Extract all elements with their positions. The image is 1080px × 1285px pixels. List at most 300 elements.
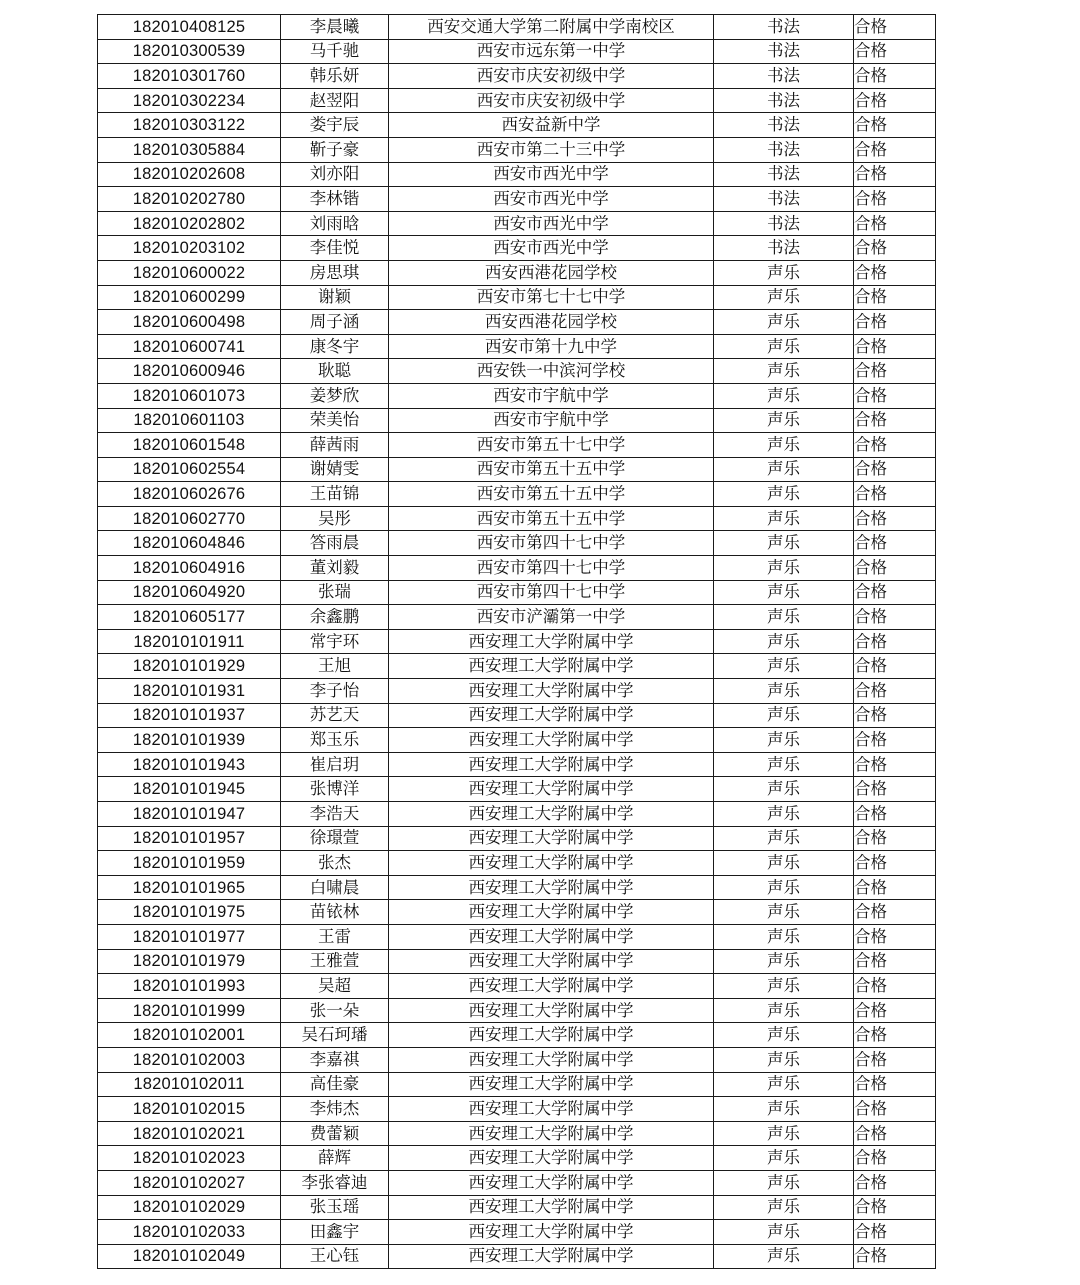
candidate-id-cell: 182010101911 bbox=[98, 629, 281, 654]
table-row bbox=[98, 383, 936, 408]
subject-cell: 声乐 bbox=[714, 1220, 854, 1245]
student-name-cell: 王心钰 bbox=[281, 1244, 389, 1269]
result-cell: 合格 bbox=[854, 924, 936, 949]
school-cell: 西安西港花园学校 bbox=[389, 310, 714, 335]
result-cell: 合格 bbox=[854, 1121, 936, 1146]
student-name-cell: 姜梦欣 bbox=[281, 383, 389, 408]
school-cell: 西安市第五十五中学 bbox=[389, 506, 714, 531]
table-row bbox=[98, 482, 936, 507]
student-name-cell: 徐璟萱 bbox=[281, 826, 389, 851]
result-cell: 合格 bbox=[854, 679, 936, 704]
subject-cell: 书法 bbox=[714, 113, 854, 138]
school-cell: 西安市浐灞第一中学 bbox=[389, 605, 714, 630]
subject-cell: 书法 bbox=[714, 162, 854, 187]
student-name-cell: 李张睿迪 bbox=[281, 1170, 389, 1195]
subject-cell: 声乐 bbox=[714, 580, 854, 605]
table-row bbox=[98, 162, 936, 187]
result-cell: 合格 bbox=[854, 752, 936, 777]
subject-cell: 声乐 bbox=[714, 1047, 854, 1072]
candidate-id-cell: 182010604916 bbox=[98, 556, 281, 581]
candidate-id-cell: 182010601103 bbox=[98, 408, 281, 433]
subject-cell: 声乐 bbox=[714, 875, 854, 900]
candidate-id-cell: 182010600498 bbox=[98, 310, 281, 335]
student-name-cell: 王苗锦 bbox=[281, 482, 389, 507]
result-cell: 合格 bbox=[854, 506, 936, 531]
table-row bbox=[98, 777, 936, 802]
subject-cell: 声乐 bbox=[714, 1170, 854, 1195]
candidate-id-cell: 182010101947 bbox=[98, 802, 281, 827]
school-cell: 西安理工大学附属中学 bbox=[389, 629, 714, 654]
school-cell: 西安理工大学附属中学 bbox=[389, 802, 714, 827]
school-cell: 西安市宇航中学 bbox=[389, 383, 714, 408]
subject-cell: 声乐 bbox=[714, 408, 854, 433]
table-row bbox=[98, 1097, 936, 1122]
result-cell: 合格 bbox=[854, 974, 936, 999]
subject-cell: 声乐 bbox=[714, 531, 854, 556]
student-name-cell: 谢婧雯 bbox=[281, 457, 389, 482]
result-cell: 合格 bbox=[854, 39, 936, 64]
school-cell: 西安市远东第一中学 bbox=[389, 39, 714, 64]
student-name-cell: 王雅萱 bbox=[281, 949, 389, 974]
subject-cell: 声乐 bbox=[714, 851, 854, 876]
student-name-cell: 薛辉 bbox=[281, 1146, 389, 1171]
school-cell: 西安理工大学附属中学 bbox=[389, 777, 714, 802]
student-name-cell: 马千驰 bbox=[281, 39, 389, 64]
candidate-id-cell: 182010101943 bbox=[98, 752, 281, 777]
subject-cell: 声乐 bbox=[714, 334, 854, 359]
subject-cell: 声乐 bbox=[714, 924, 854, 949]
subject-cell: 声乐 bbox=[714, 556, 854, 581]
student-name-cell: 李子怡 bbox=[281, 679, 389, 704]
table-row bbox=[98, 1121, 936, 1146]
table-row bbox=[98, 113, 936, 138]
candidate-id-cell: 182010408125 bbox=[98, 15, 281, 40]
result-cell: 合格 bbox=[854, 1146, 936, 1171]
student-name-cell: 崔启玥 bbox=[281, 752, 389, 777]
subject-cell: 书法 bbox=[714, 236, 854, 261]
result-cell: 合格 bbox=[854, 802, 936, 827]
table-row bbox=[98, 605, 936, 630]
table-row bbox=[98, 728, 936, 753]
table-row bbox=[98, 506, 936, 531]
subject-cell: 声乐 bbox=[714, 629, 854, 654]
subject-cell: 声乐 bbox=[714, 359, 854, 384]
result-cell: 合格 bbox=[854, 408, 936, 433]
candidate-id-cell: 182010102023 bbox=[98, 1146, 281, 1171]
subject-cell: 声乐 bbox=[714, 1097, 854, 1122]
student-name-cell: 李炜杰 bbox=[281, 1097, 389, 1122]
student-name-cell: 田鑫宇 bbox=[281, 1220, 389, 1245]
result-cell: 合格 bbox=[854, 162, 936, 187]
table-row bbox=[98, 88, 936, 113]
subject-cell: 声乐 bbox=[714, 752, 854, 777]
student-name-cell: 常宇环 bbox=[281, 629, 389, 654]
student-name-cell: 耿聪 bbox=[281, 359, 389, 384]
subject-cell: 声乐 bbox=[714, 998, 854, 1023]
subject-cell: 声乐 bbox=[714, 802, 854, 827]
result-cell: 合格 bbox=[854, 1170, 936, 1195]
student-name-cell: 房思琪 bbox=[281, 260, 389, 285]
result-cell: 合格 bbox=[854, 457, 936, 482]
candidate-id-cell: 182010102011 bbox=[98, 1072, 281, 1097]
subject-cell: 书法 bbox=[714, 64, 854, 89]
candidate-id-cell: 182010101959 bbox=[98, 851, 281, 876]
school-cell: 西安理工大学附属中学 bbox=[389, 1220, 714, 1245]
table-row bbox=[98, 1146, 936, 1171]
student-name-cell: 李浩天 bbox=[281, 802, 389, 827]
school-cell: 西安理工大学附属中学 bbox=[389, 1047, 714, 1072]
table-row bbox=[98, 1072, 936, 1097]
candidate-id-cell: 182010604846 bbox=[98, 531, 281, 556]
candidate-id-cell: 182010101965 bbox=[98, 875, 281, 900]
result-cell: 合格 bbox=[854, 998, 936, 1023]
student-name-cell: 李林锴 bbox=[281, 187, 389, 212]
table-row bbox=[98, 359, 936, 384]
student-name-cell: 康冬宇 bbox=[281, 334, 389, 359]
candidate-id-cell: 182010101939 bbox=[98, 728, 281, 753]
student-name-cell: 吴彤 bbox=[281, 506, 389, 531]
subject-cell: 声乐 bbox=[714, 433, 854, 458]
result-cell: 合格 bbox=[854, 64, 936, 89]
table-row bbox=[98, 1220, 936, 1245]
school-cell: 西安理工大学附属中学 bbox=[389, 900, 714, 925]
school-cell: 西安理工大学附属中学 bbox=[389, 1244, 714, 1269]
student-name-cell: 李佳悦 bbox=[281, 236, 389, 261]
result-cell: 合格 bbox=[854, 949, 936, 974]
subject-cell: 声乐 bbox=[714, 679, 854, 704]
subject-cell: 声乐 bbox=[714, 1244, 854, 1269]
student-name-cell: 张玉瑶 bbox=[281, 1195, 389, 1220]
student-name-cell: 李嘉祺 bbox=[281, 1047, 389, 1072]
school-cell: 西安理工大学附属中学 bbox=[389, 851, 714, 876]
school-cell: 西安理工大学附属中学 bbox=[389, 703, 714, 728]
subject-cell: 声乐 bbox=[714, 605, 854, 630]
candidate-id-cell: 182010602676 bbox=[98, 482, 281, 507]
candidate-id-cell: 182010101999 bbox=[98, 998, 281, 1023]
result-cell: 合格 bbox=[854, 728, 936, 753]
school-cell: 西安理工大学附属中学 bbox=[389, 1023, 714, 1048]
school-cell: 西安理工大学附属中学 bbox=[389, 728, 714, 753]
school-cell: 西安理工大学附属中学 bbox=[389, 1072, 714, 1097]
school-cell: 西安市第二十三中学 bbox=[389, 137, 714, 162]
subject-cell: 声乐 bbox=[714, 1023, 854, 1048]
student-name-cell: 刘亦阳 bbox=[281, 162, 389, 187]
candidate-id-cell: 182010600946 bbox=[98, 359, 281, 384]
table-row bbox=[98, 531, 936, 556]
subject-cell: 声乐 bbox=[714, 1072, 854, 1097]
student-name-cell: 周子涵 bbox=[281, 310, 389, 335]
student-name-cell: 张一朵 bbox=[281, 998, 389, 1023]
student-name-cell: 薛茜雨 bbox=[281, 433, 389, 458]
table-row bbox=[98, 703, 936, 728]
subject-cell: 书法 bbox=[714, 15, 854, 40]
subject-cell: 声乐 bbox=[714, 654, 854, 679]
results-sheet bbox=[97, 14, 935, 1269]
result-cell: 合格 bbox=[854, 310, 936, 335]
student-name-cell: 高佳豪 bbox=[281, 1072, 389, 1097]
candidate-id-cell: 182010102029 bbox=[98, 1195, 281, 1220]
student-name-cell: 谢颖 bbox=[281, 285, 389, 310]
table-row bbox=[98, 974, 936, 999]
candidate-id-cell: 182010101929 bbox=[98, 654, 281, 679]
candidate-id-cell: 182010101977 bbox=[98, 924, 281, 949]
table-row bbox=[98, 1244, 936, 1269]
school-cell: 西安市第五十五中学 bbox=[389, 482, 714, 507]
table-row bbox=[98, 334, 936, 359]
candidate-id-cell: 182010600299 bbox=[98, 285, 281, 310]
candidate-id-cell: 182010101945 bbox=[98, 777, 281, 802]
school-cell: 西安市第四十七中学 bbox=[389, 580, 714, 605]
table-row bbox=[98, 1195, 936, 1220]
school-cell: 西安理工大学附属中学 bbox=[389, 679, 714, 704]
subject-cell: 声乐 bbox=[714, 900, 854, 925]
candidate-id-cell: 182010605177 bbox=[98, 605, 281, 630]
student-name-cell: 娄宇辰 bbox=[281, 113, 389, 138]
student-name-cell: 吴石珂璠 bbox=[281, 1023, 389, 1048]
candidate-id-cell: 182010102049 bbox=[98, 1244, 281, 1269]
school-cell: 西安市第五十五中学 bbox=[389, 457, 714, 482]
table-row bbox=[98, 900, 936, 925]
table-row bbox=[98, 924, 936, 949]
school-cell: 西安理工大学附属中学 bbox=[389, 1170, 714, 1195]
table-row bbox=[98, 310, 936, 335]
result-cell: 合格 bbox=[854, 359, 936, 384]
table-row bbox=[98, 851, 936, 876]
school-cell: 西安市第五十七中学 bbox=[389, 433, 714, 458]
results-table bbox=[97, 14, 936, 1269]
table-row bbox=[98, 64, 936, 89]
result-cell: 合格 bbox=[854, 383, 936, 408]
student-name-cell: 李晨曦 bbox=[281, 15, 389, 40]
candidate-id-cell: 182010303122 bbox=[98, 113, 281, 138]
student-name-cell: 刘雨晗 bbox=[281, 211, 389, 236]
subject-cell: 声乐 bbox=[714, 1121, 854, 1146]
school-cell: 西安市庆安初级中学 bbox=[389, 88, 714, 113]
school-cell: 西安理工大学附属中学 bbox=[389, 974, 714, 999]
result-cell: 合格 bbox=[854, 580, 936, 605]
result-cell: 合格 bbox=[854, 703, 936, 728]
school-cell: 西安理工大学附属中学 bbox=[389, 998, 714, 1023]
subject-cell: 声乐 bbox=[714, 728, 854, 753]
candidate-id-cell: 182010305884 bbox=[98, 137, 281, 162]
result-cell: 合格 bbox=[854, 1047, 936, 1072]
student-name-cell: 吴超 bbox=[281, 974, 389, 999]
candidate-id-cell: 182010602554 bbox=[98, 457, 281, 482]
student-name-cell: 苗铱林 bbox=[281, 900, 389, 925]
subject-cell: 声乐 bbox=[714, 949, 854, 974]
student-name-cell: 苏艺天 bbox=[281, 703, 389, 728]
result-cell: 合格 bbox=[854, 88, 936, 113]
result-cell: 合格 bbox=[854, 482, 936, 507]
candidate-id-cell: 182010101937 bbox=[98, 703, 281, 728]
table-row bbox=[98, 802, 936, 827]
student-name-cell: 余鑫鹏 bbox=[281, 605, 389, 630]
candidate-id-cell: 182010101979 bbox=[98, 949, 281, 974]
school-cell: 西安理工大学附属中学 bbox=[389, 752, 714, 777]
candidate-id-cell: 182010101931 bbox=[98, 679, 281, 704]
subject-cell: 声乐 bbox=[714, 383, 854, 408]
result-cell: 合格 bbox=[854, 211, 936, 236]
table-row bbox=[98, 1170, 936, 1195]
result-cell: 合格 bbox=[854, 113, 936, 138]
subject-cell: 声乐 bbox=[714, 1146, 854, 1171]
subject-cell: 声乐 bbox=[714, 457, 854, 482]
candidate-id-cell: 182010101957 bbox=[98, 826, 281, 851]
student-name-cell: 董刘毅 bbox=[281, 556, 389, 581]
table-row bbox=[98, 998, 936, 1023]
result-cell: 合格 bbox=[854, 531, 936, 556]
result-cell: 合格 bbox=[854, 851, 936, 876]
school-cell: 西安理工大学附属中学 bbox=[389, 826, 714, 851]
result-cell: 合格 bbox=[854, 260, 936, 285]
table-row bbox=[98, 260, 936, 285]
school-cell: 西安理工大学附属中学 bbox=[389, 875, 714, 900]
school-cell: 西安铁一中滨河学校 bbox=[389, 359, 714, 384]
candidate-id-cell: 182010600022 bbox=[98, 260, 281, 285]
table-row bbox=[98, 556, 936, 581]
subject-cell: 声乐 bbox=[714, 703, 854, 728]
school-cell: 西安市第七十七中学 bbox=[389, 285, 714, 310]
candidate-id-cell: 182010102027 bbox=[98, 1170, 281, 1195]
candidate-id-cell: 182010601548 bbox=[98, 433, 281, 458]
candidate-id-cell: 182010101975 bbox=[98, 900, 281, 925]
result-cell: 合格 bbox=[854, 1195, 936, 1220]
result-cell: 合格 bbox=[854, 777, 936, 802]
result-cell: 合格 bbox=[854, 556, 936, 581]
school-cell: 西安理工大学附属中学 bbox=[389, 1146, 714, 1171]
school-cell: 西安理工大学附属中学 bbox=[389, 1097, 714, 1122]
student-name-cell: 韩乐妍 bbox=[281, 64, 389, 89]
subject-cell: 书法 bbox=[714, 39, 854, 64]
candidate-id-cell: 182010202802 bbox=[98, 211, 281, 236]
result-cell: 合格 bbox=[854, 433, 936, 458]
result-cell: 合格 bbox=[854, 236, 936, 261]
result-cell: 合格 bbox=[854, 1072, 936, 1097]
table-row bbox=[98, 39, 936, 64]
table-row bbox=[98, 679, 936, 704]
school-cell: 西安理工大学附属中学 bbox=[389, 1195, 714, 1220]
table-row bbox=[98, 211, 936, 236]
candidate-id-cell: 182010203102 bbox=[98, 236, 281, 261]
student-name-cell: 王旭 bbox=[281, 654, 389, 679]
candidate-id-cell: 182010202780 bbox=[98, 187, 281, 212]
school-cell: 西安市西光中学 bbox=[389, 162, 714, 187]
candidate-id-cell: 182010102015 bbox=[98, 1097, 281, 1122]
school-cell: 西安市第四十七中学 bbox=[389, 556, 714, 581]
candidate-id-cell: 182010101993 bbox=[98, 974, 281, 999]
result-cell: 合格 bbox=[854, 15, 936, 40]
subject-cell: 书法 bbox=[714, 137, 854, 162]
result-cell: 合格 bbox=[854, 137, 936, 162]
school-cell: 西安市西光中学 bbox=[389, 211, 714, 236]
school-cell: 西安市宇航中学 bbox=[389, 408, 714, 433]
table-row bbox=[98, 187, 936, 212]
table-row bbox=[98, 875, 936, 900]
school-cell: 西安理工大学附属中学 bbox=[389, 654, 714, 679]
subject-cell: 书法 bbox=[714, 211, 854, 236]
candidate-id-cell: 182010102001 bbox=[98, 1023, 281, 1048]
subject-cell: 声乐 bbox=[714, 260, 854, 285]
school-cell: 西安西港花园学校 bbox=[389, 260, 714, 285]
result-cell: 合格 bbox=[854, 875, 936, 900]
candidate-id-cell: 182010602770 bbox=[98, 506, 281, 531]
subject-cell: 书法 bbox=[714, 187, 854, 212]
subject-cell: 声乐 bbox=[714, 777, 854, 802]
table-row bbox=[98, 826, 936, 851]
candidate-id-cell: 182010300539 bbox=[98, 39, 281, 64]
student-name-cell: 靳子豪 bbox=[281, 137, 389, 162]
student-name-cell: 赵翌阳 bbox=[281, 88, 389, 113]
result-cell: 合格 bbox=[854, 1220, 936, 1245]
school-cell: 西安交通大学第二附属中学南校区 bbox=[389, 15, 714, 40]
candidate-id-cell: 182010102033 bbox=[98, 1220, 281, 1245]
student-name-cell: 费蕾颖 bbox=[281, 1121, 389, 1146]
student-name-cell: 荣美怡 bbox=[281, 408, 389, 433]
school-cell: 西安市第四十七中学 bbox=[389, 531, 714, 556]
table-row bbox=[98, 457, 936, 482]
school-cell: 西安市第十九中学 bbox=[389, 334, 714, 359]
school-cell: 西安理工大学附属中学 bbox=[389, 1121, 714, 1146]
table-row bbox=[98, 408, 936, 433]
student-name-cell: 白啸晨 bbox=[281, 875, 389, 900]
school-cell: 西安市西光中学 bbox=[389, 187, 714, 212]
student-name-cell: 答雨晨 bbox=[281, 531, 389, 556]
table-row bbox=[98, 137, 936, 162]
subject-cell: 声乐 bbox=[714, 285, 854, 310]
subject-cell: 声乐 bbox=[714, 506, 854, 531]
table-row bbox=[98, 15, 936, 40]
result-cell: 合格 bbox=[854, 187, 936, 212]
subject-cell: 声乐 bbox=[714, 482, 854, 507]
candidate-id-cell: 182010302234 bbox=[98, 88, 281, 113]
results-table-body bbox=[98, 15, 936, 1269]
result-cell: 合格 bbox=[854, 334, 936, 359]
result-cell: 合格 bbox=[854, 900, 936, 925]
candidate-id-cell: 182010102003 bbox=[98, 1047, 281, 1072]
subject-cell: 声乐 bbox=[714, 1195, 854, 1220]
table-row bbox=[98, 752, 936, 777]
subject-cell: 声乐 bbox=[714, 310, 854, 335]
candidate-id-cell: 182010600741 bbox=[98, 334, 281, 359]
student-name-cell: 郑玉乐 bbox=[281, 728, 389, 753]
student-name-cell: 张博洋 bbox=[281, 777, 389, 802]
result-cell: 合格 bbox=[854, 605, 936, 630]
candidate-id-cell: 182010301760 bbox=[98, 64, 281, 89]
subject-cell: 声乐 bbox=[714, 826, 854, 851]
candidate-id-cell: 182010604920 bbox=[98, 580, 281, 605]
school-cell: 西安理工大学附属中学 bbox=[389, 949, 714, 974]
table-row bbox=[98, 1023, 936, 1048]
result-cell: 合格 bbox=[854, 629, 936, 654]
table-row bbox=[98, 629, 936, 654]
result-cell: 合格 bbox=[854, 1023, 936, 1048]
student-name-cell: 张杰 bbox=[281, 851, 389, 876]
table-row bbox=[98, 236, 936, 261]
subject-cell: 声乐 bbox=[714, 974, 854, 999]
table-row bbox=[98, 580, 936, 605]
school-cell: 西安市庆安初级中学 bbox=[389, 64, 714, 89]
subject-cell: 书法 bbox=[714, 88, 854, 113]
candidate-id-cell: 182010102021 bbox=[98, 1121, 281, 1146]
result-cell: 合格 bbox=[854, 1097, 936, 1122]
table-row bbox=[98, 433, 936, 458]
table-row bbox=[98, 654, 936, 679]
school-cell: 西安益新中学 bbox=[389, 113, 714, 138]
result-cell: 合格 bbox=[854, 654, 936, 679]
school-cell: 西安理工大学附属中学 bbox=[389, 924, 714, 949]
student-name-cell: 王雷 bbox=[281, 924, 389, 949]
result-cell: 合格 bbox=[854, 1244, 936, 1269]
